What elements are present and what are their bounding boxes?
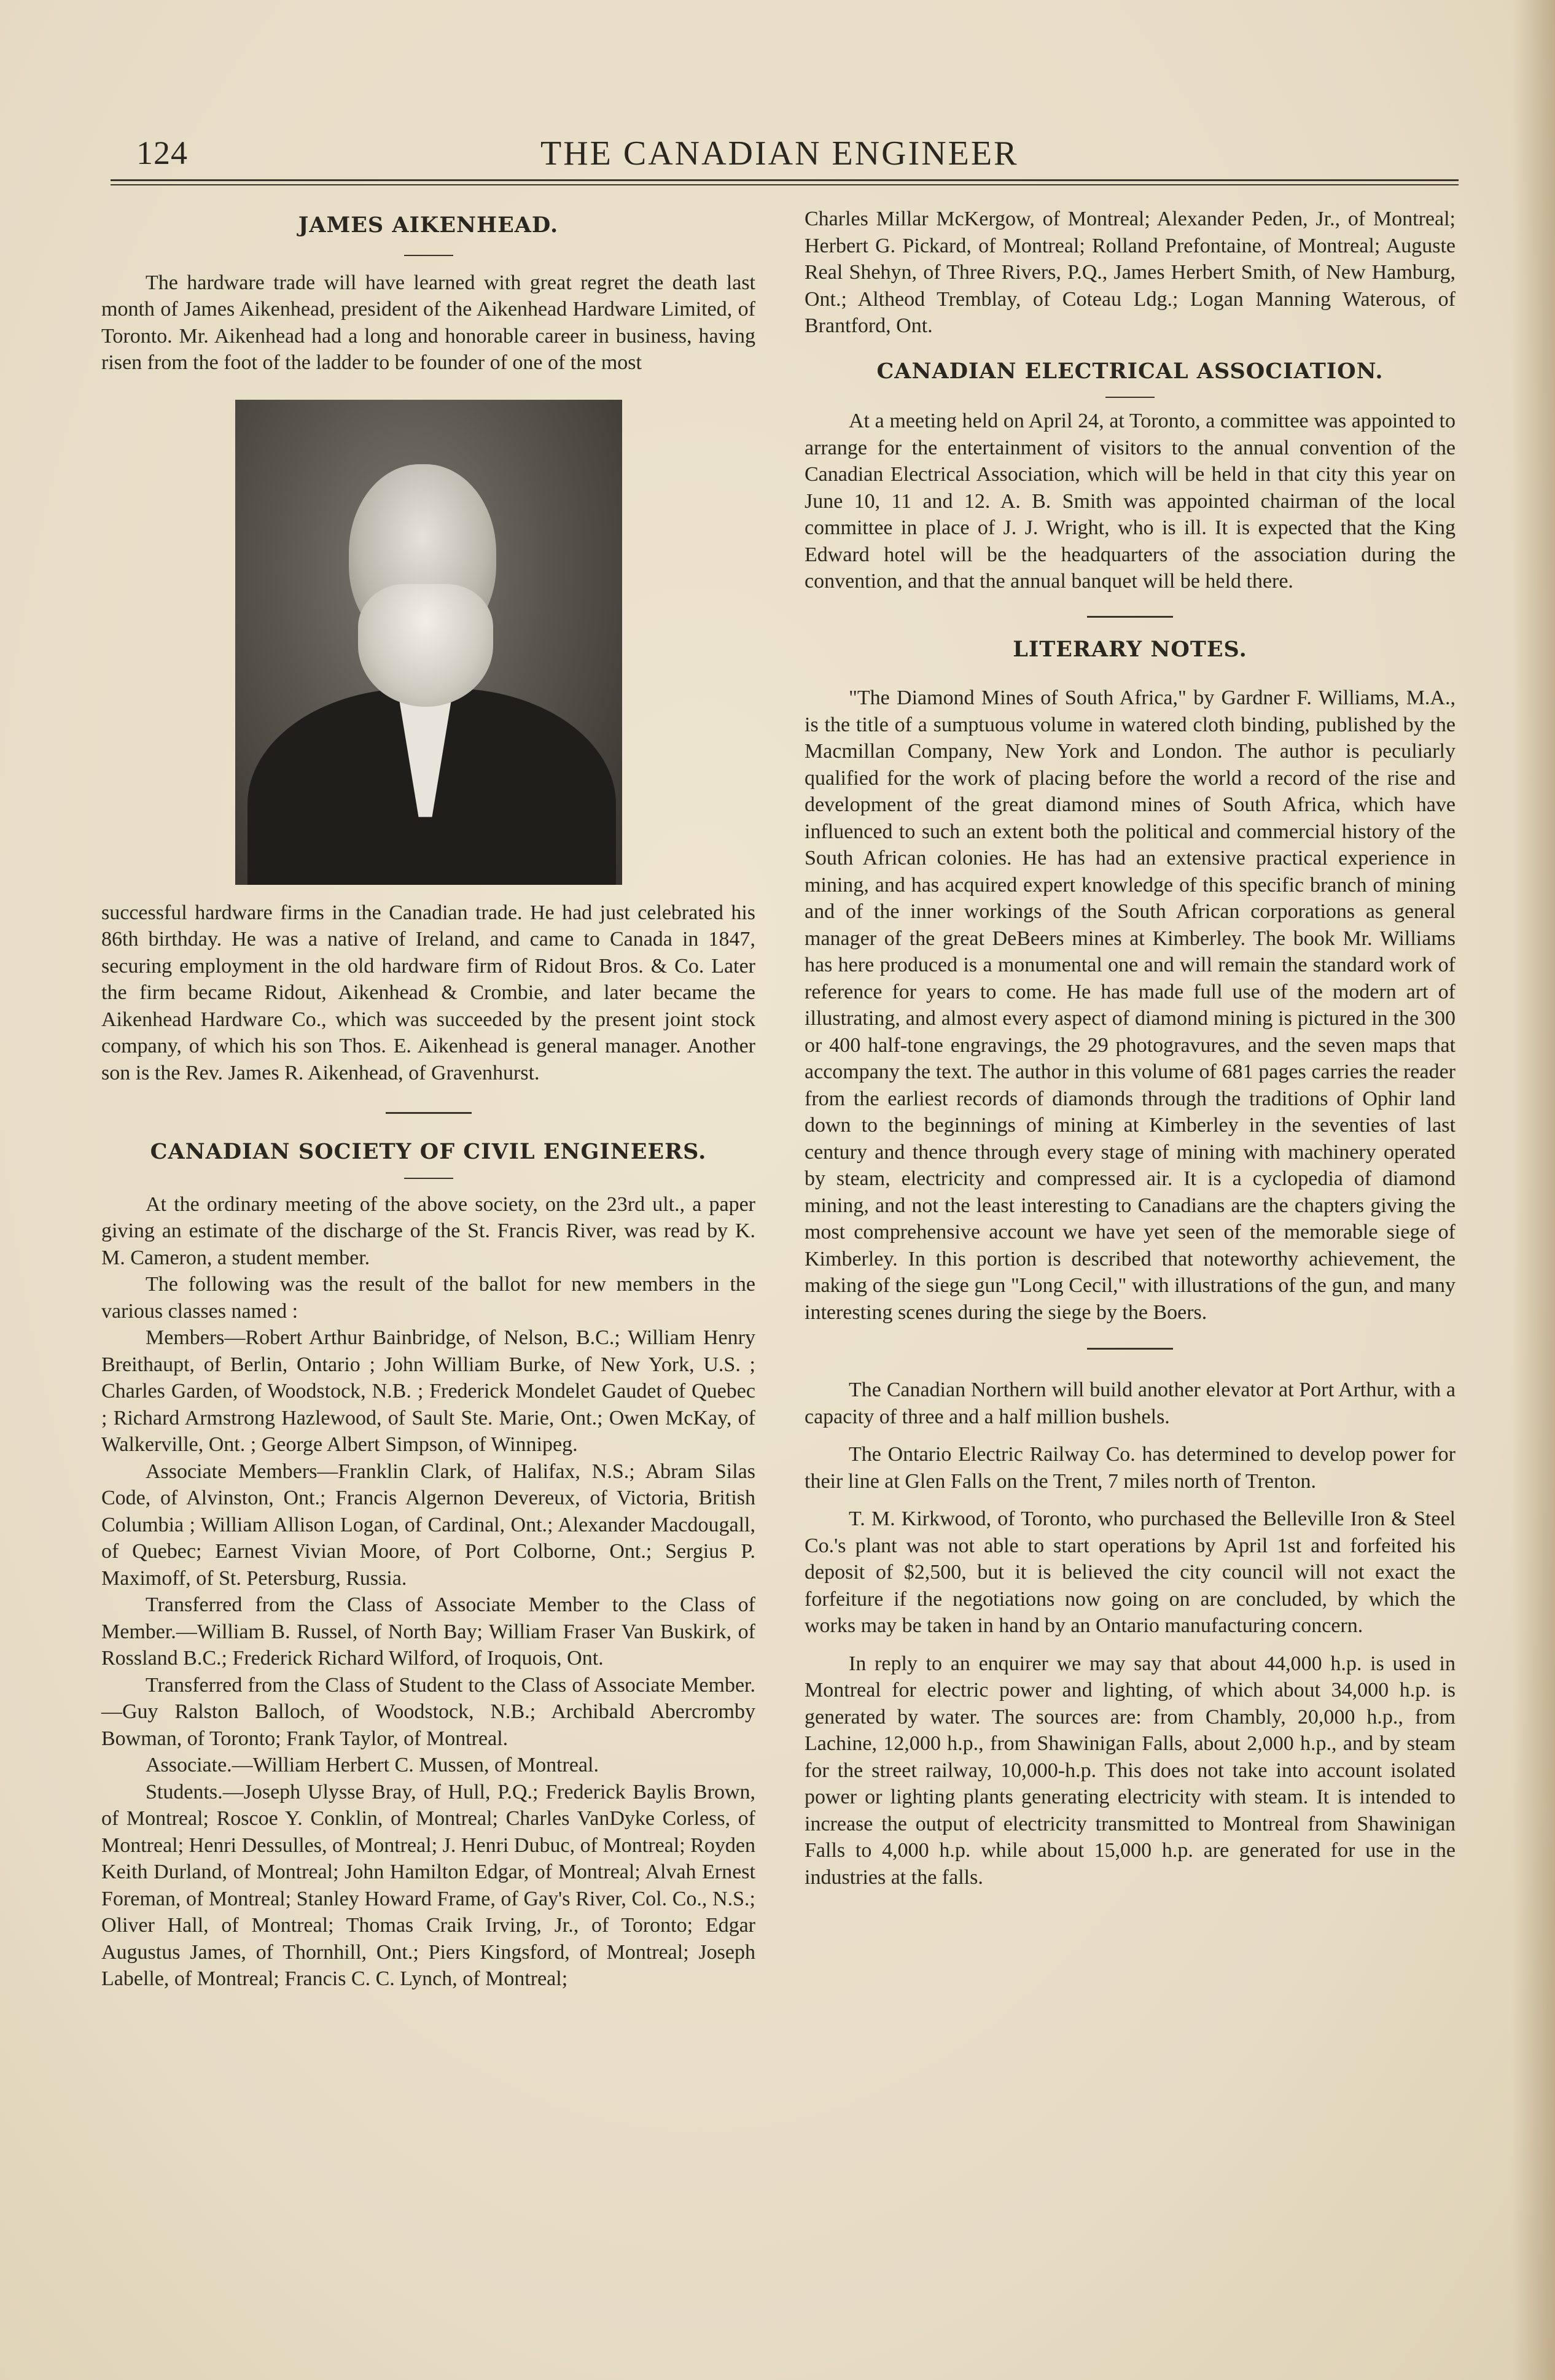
civil-paragraph: Students.—Joseph Ulysse Bray, of Hull, P.Q.; Frederick Baylis Brown, of Montreal; Roscoe Y. Conklin, of Montreal; Charles VanDyke Corless, of Montreal; Henri Dessulles, of Montreal; J. Henri Dubuc, of Montreal; Royden Keith Durland, of Montreal; John Hamilton Edgar, of Montreal; Alvah Ernest Foreman, of Montreal; Stanley Howard Frame, of Gay's River, Col. Co., N.S.; Oliver Hall, of Montreal; Thomas Craik Irving, Jr., of Toronto; Edgar Augustus James, of Thornhill, Ont.; Piers Kingsford, of Montreal; Joseph Labelle, of Montreal; Francis C. C. Lynch, of Montreal; (101, 1780, 755, 1990)
aikenhead-heading: JAMES AIKENHEAD. (298, 212, 559, 238)
page-number: 124 (136, 134, 188, 171)
civil-paragraph: Members—Robert Arthur Bainbridge, of Nelson, B.C.; William Henry Breithaupt, of Berlin, Ontario ; John William Burke, of New York, U.S. ; Charles Garden, of Woodstock, N.B. ; Frederick Mondelet Gaudet of Quebec ; Richard Armstrong Hazlewood, of Sault Ste. Marie, Ont.; Owen McKay, of Walkerville, Ont. ; George Albert Simpson, of Winnipeg. (101, 1326, 755, 1456)
aikenhead-portrait (235, 400, 622, 885)
heading-rule (404, 1178, 453, 1179)
civil-paragraph: Associate.—William Herbert C. Mussen, of Montreal. (146, 1754, 599, 1776)
news-item: T. M. Kirkwood, of Toronto, who purchased the Belleville Iron & Steel Co.'s plant was not able to start operations by April 1st and forfeited his deposit of $2,500, but it is believed the city council will not exact the forfeiture if the negotiations now going on are concluded, by which the works may be taken in hand by an Ontario manufacturing concern. (805, 1507, 1456, 1637)
left-column (101, 206, 755, 1993)
literary-notes-heading: LITERARY NOTES. (1013, 636, 1247, 662)
portrait-beard (358, 584, 493, 707)
news-item: In reply to an enquirer we may say that about 44,000 h.p. is used in Montreal for electric power and lighting, of which about 34,000 h.p. is generated by water. The sources are: from Chambly, 20,000 h.p., from Lachine, 12,000 h.p., from Shawinigan Falls, about 2,000 h.p., and by steam for the street railway, 10,000-h.p. This does not take into account isolated power or lighting plants generating electricity with steam. It is intended to increase the output of electricity transmitted to Montreal from Shawinigan Falls to 4,000 h.p. while about 15,000 h.p. are generated for use in the industries at the falls. (805, 1652, 1456, 1889)
aikenhead-paragraph-1: The hardware trade will have learned with great regret the death last month of James Aikenhead, president of the Aikenhead Hardware Limited, of Toronto. Mr. Aikenhead had a long and honorable career in business, having risen from the foot of the ladder to be founder of one of the most (101, 271, 755, 374)
electrical-association-heading: CANADIAN ELECTRICAL ASSOCIATION. (876, 358, 1384, 384)
civil-paragraph: The following was the result of the ballot for new members in the various classes named : (101, 1273, 755, 1323)
heading-rule (1105, 397, 1155, 398)
heading-rule (404, 255, 453, 256)
civil-paragraph: Transferred from the Class of Associate Member to the Class of Member.—William B. Russel, of North Bay; William Fraser Van Buskirk, of Rossland B.C.; Frederick Richard Wilford, of Iroquois, Ont. (101, 1593, 755, 1670)
header-rule-secondary (111, 184, 1459, 185)
civil-paragraph: Transferred from the Class of Student to the Class of Associate Member.—Guy Ralston Balloch, of Woodstock, N.B.; Archibald Abercromby Bowman, of Toronto; Frank Taylor, of Montreal. (101, 1673, 755, 1750)
header-rule (111, 179, 1459, 181)
news-item: The Ontario Electric Railway Co. has determined to develop power for their line at Glen Falls on the Trent, 7 miles north of Trenton. (805, 1443, 1456, 1493)
electrical-paragraph: At a meeting held on April 24, at Toronto, a committee was appointed to arrange for the entertainment of visitors to the annual convention of the Canadian Electrical Association, which will be held in that city this year on June 10, 11 and 12. A. B. Smith was appointed chairman of the local committee in place of J. J. Wright, who is ill. It is expected that the King Edward hotel will be the headquarters of the association during the convention, and that the annual banquet will be held there. (805, 410, 1456, 593)
page-edge-shadow (1512, 0, 1555, 2380)
member-list-continuation: Charles Millar McKergow, of Montreal; Alexander Peden, Jr., of Montreal; Herbert G. Pickard, of Montreal; Rolland Prefontaine, of Montreal; Auguste Real Shehyn, of Three Rivers, P.Q., James Herbert Smith, of New Hamburg, Ont.; Altheod Tremblay, of Coteau Ldg.; Logan Manning Waterous, of Brantford, Ont. (805, 208, 1456, 337)
literary-paragraph: "The Diamond Mines of South Africa," by Gardner F. Williams, M.A., is the title of a sumptuous volume in watered cloth binding, published by the Macmillan Company, New York and London. The author is peculiarly qualified for the work of placing before the world a record of the rise and development of the great diamond mines of South Africa, which have influenced to such an extent both the political and commercial history of the South African colonies. He has had an extensive practical experience in mining, and has acquired expert knowledge of this specific branch of mining and of the inner workings of the South African corporations as general manager of the great DeBeers mines at Kimberley. The book Mr. Williams has here produced is a monumental one and will remain the standard work of reference for years to come. He has made full use of the modern art of illustrating, and almost every aspect of diamond mining is pictured in the 300 or 400 half-tone engravings, the 29 photogravures, and the seven maps that accompany the text. The author in this volume of 681 pages carries the reader from the earliest records of diamonds through the traditions of Ophir land down to the beginnings of mining at Kimberley in the seventies of last century and thence through every stage of mining with machinery operated by steam, electricity and compressed air. It is a cyclopedia of diamond mining, and not the least interesting to Canadians are the chapters giving the most comprehensive account we have yet seen of the memorable siege of Kimberley. In this portion is described that noteworthy achievement, the making of the siege gun "Long Cecil," with illustrations of the gun, and many interesting scenes during the siege by the Boers. (805, 686, 1456, 1324)
running-head: THE CANADIAN ENGINEER (540, 134, 1019, 173)
right-column (805, 206, 1456, 1891)
news-item: The Canadian Northern will build another elevator at Port Arthur, with a capacity of three and a half million bushels. (805, 1379, 1456, 1428)
page-header (111, 123, 1462, 184)
civil-engineers-heading: CANADIAN SOCIETY OF CIVIL ENGINEERS. (150, 1139, 707, 1164)
aikenhead-paragraph-2: successful hardware firms in the Canadian trade. He had just celebrated his 86th birthday. He was a native of Ireland, and came to Canada in 1847, securing employment in the old hardware firm of Ridout Bros. & Co. Later the firm became Ridout, Aikenhead & Crombie, and later became the Aikenhead Hardware Co., which was succeeded by the present joint stock company, of which his son Thos. E. Aikenhead is general manager. Another son is the Rev. James R. Aikenhead, of Gravenhurst. (101, 901, 755, 1084)
civil-paragraph: At the ordinary meeting of the above society, on the 23rd ult., a paper giving an estimate of the discharge of the St. Francis River, was read by K. M. Cameron, a student member. (101, 1192, 755, 1269)
civil-paragraph: Associate Members—Franklin Clark, of Halifax, N.S.; Abram Silas Code, of Alvinston, Ont.; Francis Algernon Devereux, of Victoria, British Columbia ; William Allison Logan, of Cardinal, Ont.; Alexander Macdougall, of Quebec; Earnest Vivian Moore, of Port Colborne, Ont.; Sergius P. Maximoff, of St. Petersburg, Russia. (101, 1460, 755, 1590)
